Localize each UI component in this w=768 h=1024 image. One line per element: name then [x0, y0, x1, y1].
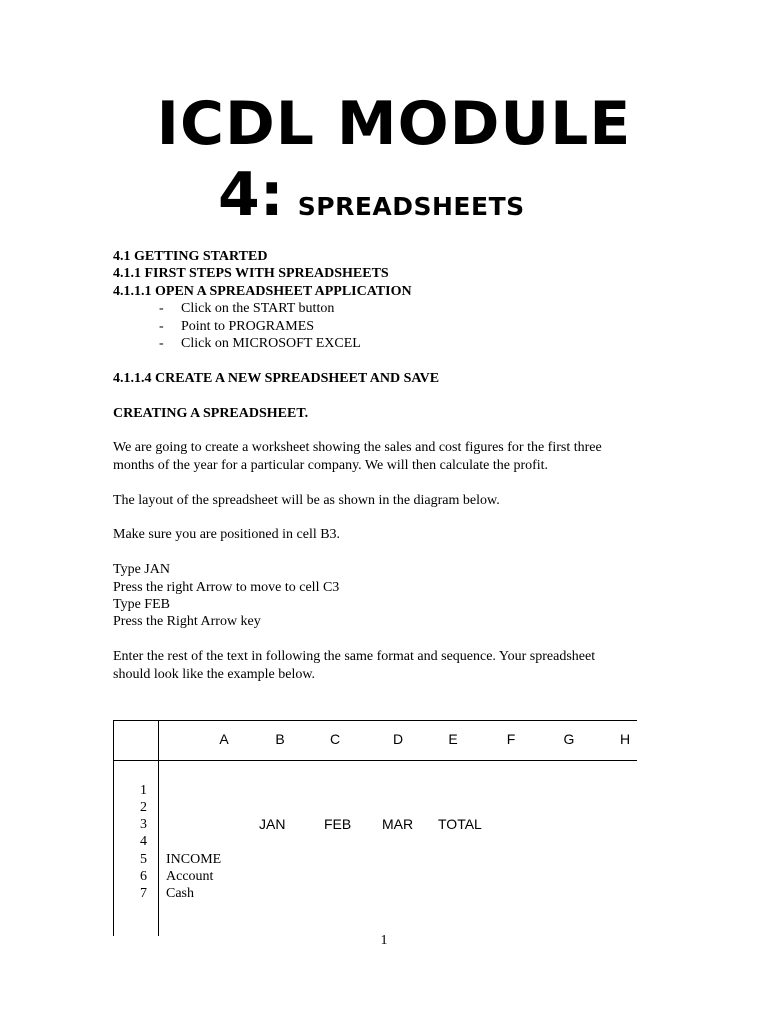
cell-a6: Account: [166, 869, 214, 884]
instruction-line: Type JAN: [113, 562, 170, 578]
module-subtitle: SPREADSHEETS: [297, 192, 525, 221]
paragraph-line: months of the year for a particular company. We will then calculate the profit.: [113, 457, 549, 473]
list-item: - Click on the START button: [159, 301, 335, 317]
column-header-g: G: [563, 731, 575, 747]
row-number: 4: [140, 834, 147, 849]
column-header-e: E: [448, 731, 458, 747]
column-header-b: B: [275, 731, 285, 747]
section-heading: 4.1.1 FIRST STEPS WITH SPREADSHEETS: [113, 266, 389, 282]
row-number: 2: [140, 800, 147, 815]
page-number: 1: [380, 933, 388, 948]
instruction-line: Press the Right Arrow key: [113, 614, 261, 630]
module-number: 4:: [218, 160, 284, 230]
paragraph: Make sure you are positioned in cell B3.: [113, 527, 341, 543]
row-number: 5: [140, 852, 147, 867]
column-header-a: A: [219, 731, 229, 747]
module-heading: [218, 160, 525, 230]
section-heading: 4.1 GETTING STARTED: [113, 249, 268, 264]
section-heading: 4.1.1.4 CREATE A NEW SPREADSHEET AND SAVE: [113, 370, 440, 386]
spreadsheet-example: [113, 720, 637, 936]
column-header-f: F: [506, 731, 516, 747]
list-item: - Point to PROGRAMES: [159, 318, 315, 334]
cell-a7: Cash: [166, 886, 194, 901]
document-body: [113, 248, 653, 683]
row-number: 7: [140, 886, 147, 901]
row-number: 6: [140, 869, 147, 884]
cell-e3: TOTAL: [438, 816, 482, 832]
paragraph-line: We are going to create a worksheet showing the sales and cost figures for the first three: [113, 440, 602, 456]
cell-d3: MAR: [382, 816, 414, 832]
column-header-c: C: [329, 731, 341, 747]
section-heading: CREATING A SPREADSHEET.: [113, 405, 309, 421]
paragraph: The layout of the spreadsheet will be as shown in the diagram below.: [113, 492, 500, 508]
instruction-line: Type FEB: [113, 597, 170, 613]
list-item: - Click on MICROSOFT EXCEL: [159, 336, 361, 352]
paragraph-line: should look like the example below.: [113, 666, 316, 682]
column-header-d: D: [392, 731, 404, 747]
row-number: 1: [140, 783, 147, 798]
document-title: ICDL MODULE: [156, 89, 632, 159]
column-header-h: H: [619, 731, 631, 747]
row-number: 3: [140, 817, 147, 832]
instruction-line: Press the right Arrow to move to cell C3: [113, 579, 340, 595]
cell-a5: INCOME: [166, 852, 222, 867]
cell-c3: FEB: [324, 816, 352, 832]
section-heading: 4.1.1.1 OPEN A SPREADSHEET APPLICATION: [113, 283, 412, 299]
paragraph-line: Enter the rest of the text in following the same format and sequence. Your spreadsheet: [113, 649, 596, 665]
cell-b3: JAN: [259, 816, 286, 832]
